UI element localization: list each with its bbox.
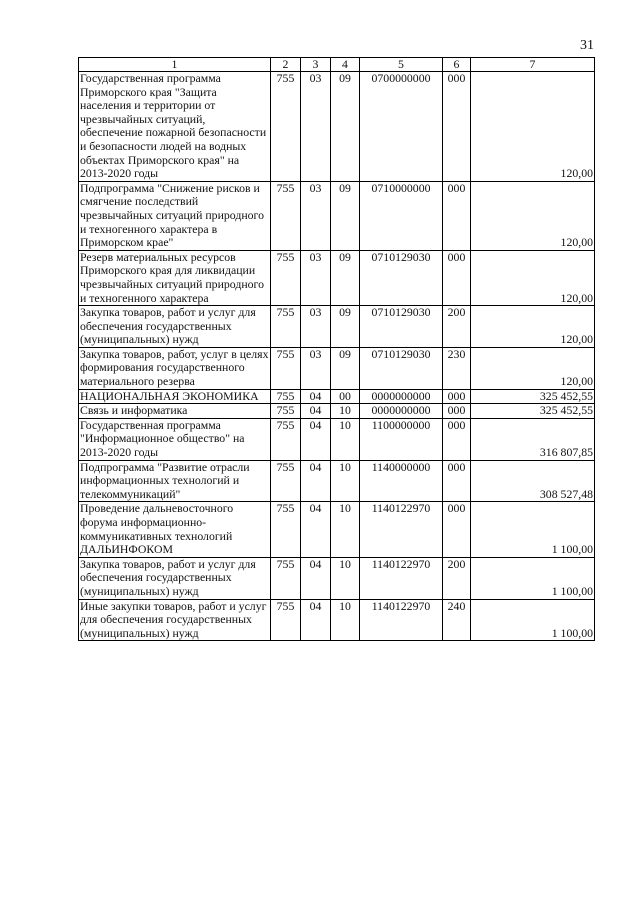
- subsection-code: 09: [331, 306, 360, 348]
- amount: 120,00: [471, 181, 595, 250]
- expense-type-code: 000: [443, 404, 471, 419]
- subsection-code: 10: [331, 404, 360, 419]
- table-row: [79, 72, 595, 182]
- expense-type-code: 230: [443, 347, 471, 389]
- grbs-code: 755: [271, 404, 301, 419]
- amount: 308 527,48: [471, 460, 595, 502]
- row-name: Закупка товаров, работ и услуг для обеспечения государственных (муниципальных) нужд: [79, 557, 271, 599]
- row-name: Подпрограмма "Снижение рисков и смягчение последствий чрезвычайных ситуаций природного и техногенного характера в Приморском крае": [79, 181, 271, 250]
- expense-type-code: 000: [443, 181, 471, 250]
- table-row: [79, 389, 595, 404]
- section-code: 04: [301, 557, 331, 599]
- section-code: 04: [301, 502, 331, 557]
- subsection-code: 10: [331, 557, 360, 599]
- table-row: [79, 181, 595, 250]
- subsection-code: 10: [331, 599, 360, 641]
- row-name: Иные закупки товаров, работ и услуг для обеспечения государственных (муниципальных) нужд: [79, 599, 271, 641]
- target-article-code: 0000000000: [360, 389, 443, 404]
- column-header: 7: [471, 58, 595, 72]
- section-code: 04: [301, 389, 331, 404]
- table-row: [79, 404, 595, 419]
- expense-type-code: 000: [443, 502, 471, 557]
- table-row: [79, 557, 595, 599]
- table-row: [79, 250, 595, 305]
- section-code: 04: [301, 460, 331, 502]
- section-code: 03: [301, 72, 331, 182]
- subsection-code: 09: [331, 181, 360, 250]
- expense-type-code: 000: [443, 460, 471, 502]
- column-header: 4: [331, 58, 360, 72]
- grbs-code: 755: [271, 347, 301, 389]
- row-name: Государственная программа "Информационное общество" на 2013-2020 годы: [79, 418, 271, 460]
- amount: 325 452,55: [471, 389, 595, 404]
- grbs-code: 755: [271, 557, 301, 599]
- section-code: 03: [301, 181, 331, 250]
- target-article-code: 0710129030: [360, 306, 443, 348]
- row-name: НАЦИОНАЛЬНАЯ ЭКОНОМИКА: [79, 389, 271, 404]
- section-code: 03: [301, 250, 331, 305]
- target-article-code: 1140000000: [360, 460, 443, 502]
- grbs-code: 755: [271, 460, 301, 502]
- expense-type-code: 000: [443, 250, 471, 305]
- row-name: Резерв материальных ресурсов Приморского края для ликвидации чрезвычайных ситуаций природного и техногенного характера: [79, 250, 271, 305]
- row-name: Закупка товаров, работ и услуг для обеспечения государственных (муниципальных) нужд: [79, 306, 271, 348]
- subsection-code: 09: [331, 72, 360, 182]
- section-code: 03: [301, 347, 331, 389]
- grbs-code: 755: [271, 250, 301, 305]
- expense-type-code: 000: [443, 389, 471, 404]
- column-header: 6: [443, 58, 471, 72]
- page-number: 31: [580, 38, 594, 53]
- table-row: [79, 599, 595, 641]
- row-name: Закупка товаров, работ, услуг в целях формирования государственного материального резерва: [80, 346, 269, 389]
- amount: 1 100,00: [471, 502, 595, 557]
- expense-type-code: 240: [443, 599, 471, 641]
- row-name: Проведение дальневосточного форума информационно-коммуникативных технологий ДАЛЬИНФОКОМ: [79, 502, 271, 557]
- amount: 120,00: [471, 250, 595, 305]
- amount: 1 100,00: [471, 599, 595, 641]
- table-row: [79, 306, 595, 348]
- expense-type-code: 200: [443, 306, 471, 348]
- amount: 1 100,00: [471, 557, 595, 599]
- expense-type-code: 200: [443, 557, 471, 599]
- target-article-code: 0710129030: [360, 347, 443, 389]
- row-name: Государственная программа Приморского края "Защита населения и территории от чрезвычайных ситуаций, обеспечение пожарной безопасности и безопасности людей на водных объектах Приморского края" на 2013-2020 годы: [79, 72, 271, 182]
- grbs-code: 755: [271, 418, 301, 460]
- section-code: 04: [301, 404, 331, 419]
- amount: 316 807,85: [471, 418, 595, 460]
- target-article-code: 1140122970: [360, 557, 443, 599]
- expense-type-code: 000: [443, 418, 471, 460]
- table-row: [79, 347, 595, 389]
- grbs-code: 755: [271, 72, 301, 182]
- budget-table: [78, 57, 595, 641]
- subsection-code: 10: [331, 418, 360, 460]
- grbs-code: 755: [271, 181, 301, 250]
- row-name: Связь и информатика: [79, 404, 271, 419]
- grbs-code: 755: [271, 502, 301, 557]
- target-article-code: 0000000000: [360, 404, 443, 419]
- row-name: Подпрограмма "Развитие отрасли информационных технологий и телекоммуникаций": [79, 460, 271, 502]
- amount: 120,00: [471, 306, 595, 348]
- target-article-code: 0700000000: [360, 72, 443, 182]
- subsection-code: 09: [331, 250, 360, 305]
- subsection-code: 09: [331, 347, 360, 389]
- grbs-code: 755: [271, 306, 301, 348]
- column-header: 5: [360, 58, 443, 72]
- target-article-code: 0710000000: [360, 181, 443, 250]
- column-header: 2: [271, 58, 301, 72]
- grbs-code: 755: [271, 599, 301, 641]
- column-header: 1: [79, 58, 271, 72]
- section-code: 03: [301, 306, 331, 348]
- table-header-row: [79, 58, 595, 72]
- target-article-code: 1140122970: [360, 599, 443, 641]
- grbs-code: 755: [271, 389, 301, 404]
- amount: 325 452,55: [471, 404, 595, 419]
- table-row: [79, 460, 595, 502]
- column-header: 3: [301, 58, 331, 72]
- target-article-code: 1100000000: [360, 418, 443, 460]
- table-row: [79, 418, 595, 460]
- amount: 120,00: [471, 72, 595, 182]
- table-row: [79, 502, 595, 557]
- target-article-code: 0710129030: [360, 250, 443, 305]
- subsection-code: 10: [331, 460, 360, 502]
- subsection-code: 00: [331, 389, 360, 404]
- expense-type-code: 000: [443, 72, 471, 182]
- section-code: 04: [301, 418, 331, 460]
- amount: 120,00: [471, 347, 595, 389]
- subsection-code: 10: [331, 502, 360, 557]
- target-article-code: 1140122970: [360, 502, 443, 557]
- section-code: 04: [301, 599, 331, 641]
